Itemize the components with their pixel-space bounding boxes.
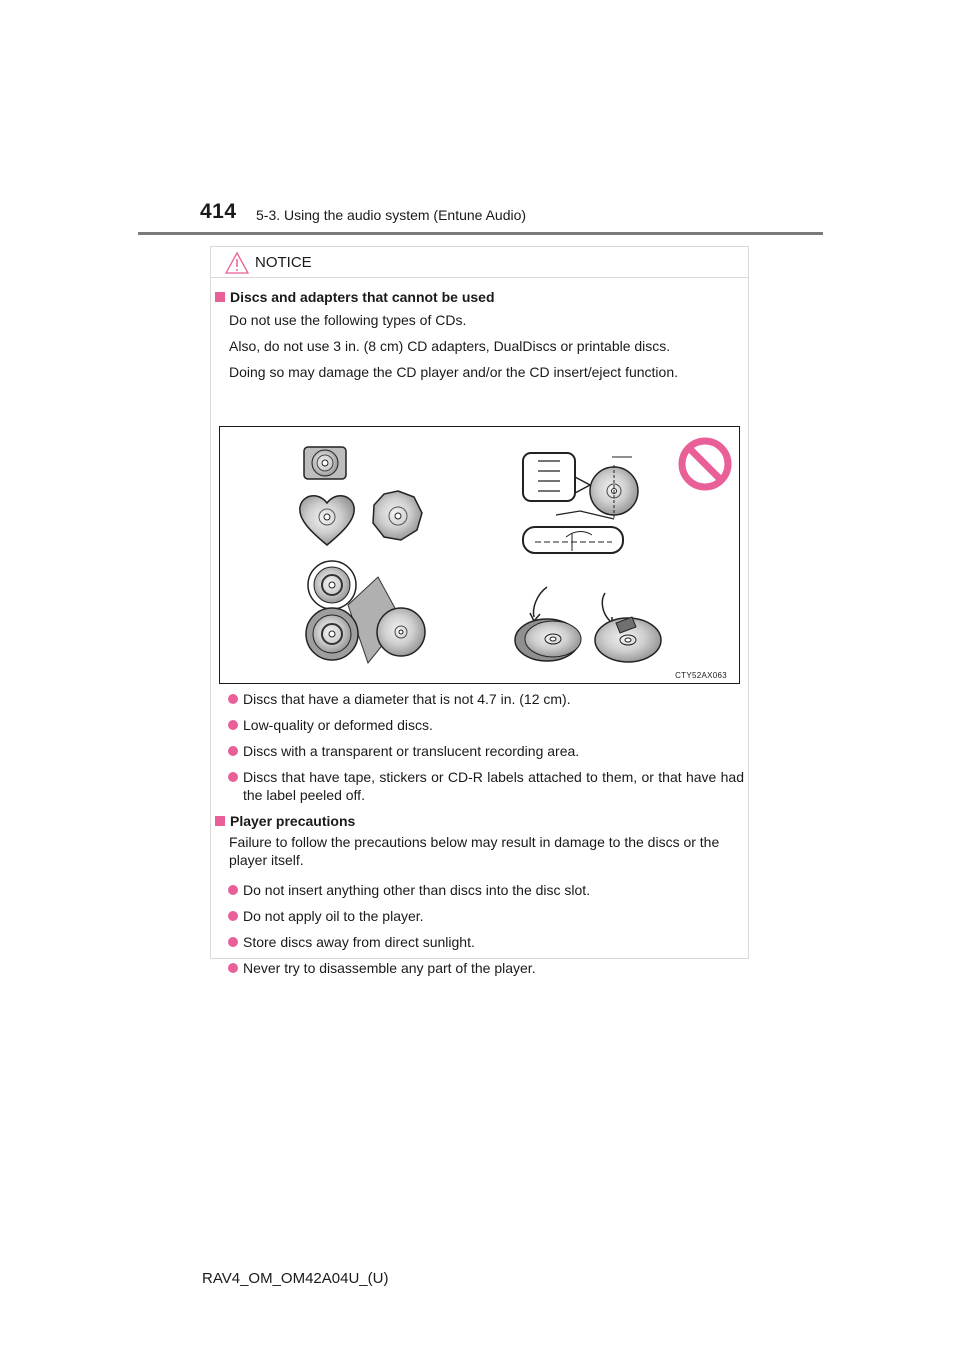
square-disc-icon	[304, 447, 346, 479]
section-title: 5-3. Using the audio system (Entune Audio)	[256, 207, 527, 223]
warning-triangle-icon	[225, 252, 249, 274]
disc-illustration	[220, 427, 741, 685]
bullet-dot-icon	[228, 720, 238, 730]
paragraph: Doing so may damage the CD player and/or the CD insert/eject function.	[229, 364, 679, 380]
sticker-disc-icon	[523, 453, 638, 553]
list-item: Do not insert anything other than discs into the disc slot.	[225, 881, 744, 899]
prohibited-icon	[682, 441, 728, 487]
unusable-discs-figure	[219, 426, 740, 684]
peeled-label-disc-icon	[515, 587, 661, 662]
bullet-dot-icon	[228, 937, 238, 947]
list-item: Store discs away from direct sunlight.	[225, 933, 744, 951]
bullet-dot-icon	[228, 746, 238, 756]
bullet-dot-icon	[228, 885, 238, 895]
notice-header	[211, 247, 748, 278]
square-bullet-icon	[215, 292, 225, 302]
header-rule	[138, 232, 823, 235]
paragraph: Do not use the following types of CDs.	[229, 312, 467, 328]
bullet-dot-icon	[228, 963, 238, 973]
figure-code: CTY52AX063	[675, 671, 727, 680]
notice-box	[210, 246, 749, 976]
cd-adapter-icon	[306, 561, 425, 663]
polygon-disc-icon	[373, 491, 422, 540]
list-item: Discs with a transparent or translucent recording area.	[225, 742, 744, 760]
list-item: Discs that have a diameter that is not 4.7 in. (12 cm).	[225, 690, 744, 708]
heart-disc-icon	[300, 496, 354, 545]
square-bullet-icon	[215, 816, 225, 826]
document-id: RAV4_OM_OM42A04U_(U)	[202, 1270, 389, 1287]
list-item: Discs that have tape, stickers or CD-R labels attached to them, or that have had the label peeled off.	[225, 768, 744, 804]
page-number: 414	[200, 200, 237, 223]
paragraph: Also, do not use 3 in. (8 cm) CD adapters, DualDiscs or printable discs.	[229, 338, 671, 354]
notice-title: NOTICE	[255, 254, 312, 271]
list-item: Do not apply oil to the player.	[225, 907, 744, 925]
list-item: Low-quality or deformed discs.	[225, 716, 744, 734]
paragraph: Failure to follow the precautions below may result in damage to the discs or the player itself.	[229, 834, 720, 868]
section-heading-player: Player precautions	[215, 813, 355, 829]
list-item: Never try to disassemble any part of the player.	[225, 959, 744, 977]
bullet-dot-icon	[228, 694, 238, 704]
section-heading-discs: Discs and adapters that cannot be used	[215, 289, 495, 305]
bullet-dot-icon	[228, 772, 238, 782]
bullet-dot-icon	[228, 911, 238, 921]
